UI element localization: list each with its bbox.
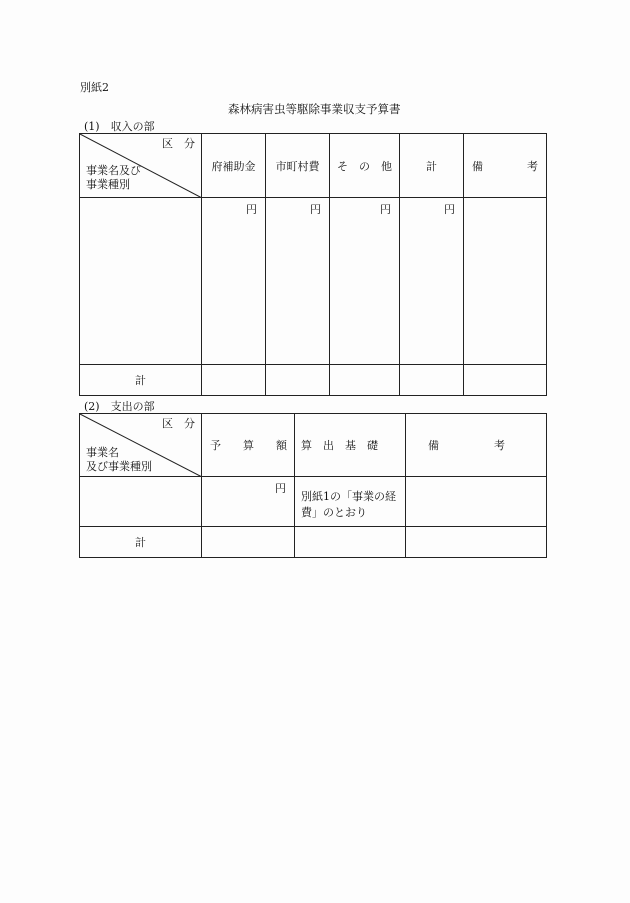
expense-corner-bottom-2: 及び事業種別 xyxy=(86,460,152,473)
expense-unit: 円 xyxy=(202,477,295,527)
expense-section-label: (2) 支出の部 xyxy=(84,400,155,413)
expense-total-row xyxy=(80,527,547,558)
income-corner-bottom-1: 事業名及び xyxy=(86,164,141,177)
document-title: 森林病害虫等駆除事業収支予算書 xyxy=(228,102,401,116)
expense-total-label: 計 xyxy=(80,527,202,558)
expense-corner-top: 区 分 xyxy=(162,417,195,430)
income-corner-top: 区 分 xyxy=(162,137,195,150)
income-corner-bottom-2: 事業種別 xyxy=(86,178,130,191)
expense-corner-header xyxy=(80,414,202,477)
income-unit-4: 円 xyxy=(400,198,464,365)
expense-body-name xyxy=(80,477,202,527)
expense-body-remarks xyxy=(406,477,547,527)
expense-col-remarks: 備 考 xyxy=(406,414,547,477)
expense-basis-note: 別紙1の「事業の経費」のとおり xyxy=(295,477,406,527)
income-corner-header xyxy=(80,134,202,198)
expense-body-row xyxy=(80,477,547,527)
income-col-prefecture-subsidy: 府補助金 xyxy=(202,134,266,198)
income-table xyxy=(79,133,547,396)
expense-table xyxy=(79,413,547,558)
expense-corner-bottom-1: 事業名 xyxy=(86,446,119,459)
income-col-remarks: 備 考 xyxy=(464,134,547,198)
income-body-remarks xyxy=(464,198,547,365)
income-total-label: 計 xyxy=(80,365,202,396)
income-col-municipal: 市町村費 xyxy=(266,134,330,198)
income-total-row xyxy=(80,365,547,396)
income-unit-1: 円 xyxy=(202,198,266,365)
income-unit-2: 円 xyxy=(266,198,330,365)
income-section-label: (1) 収入の部 xyxy=(84,120,155,133)
income-body-name xyxy=(80,198,202,365)
income-col-total: 計 xyxy=(400,134,464,198)
income-col-other: そ の 他 xyxy=(330,134,400,198)
income-unit-3: 円 xyxy=(330,198,400,365)
attachment-label: 別紙2 xyxy=(80,81,109,94)
expense-col-budget: 予 算 額 xyxy=(202,414,295,477)
income-body-row xyxy=(80,198,547,365)
expense-col-basis: 算 出 基 礎 xyxy=(295,414,406,477)
